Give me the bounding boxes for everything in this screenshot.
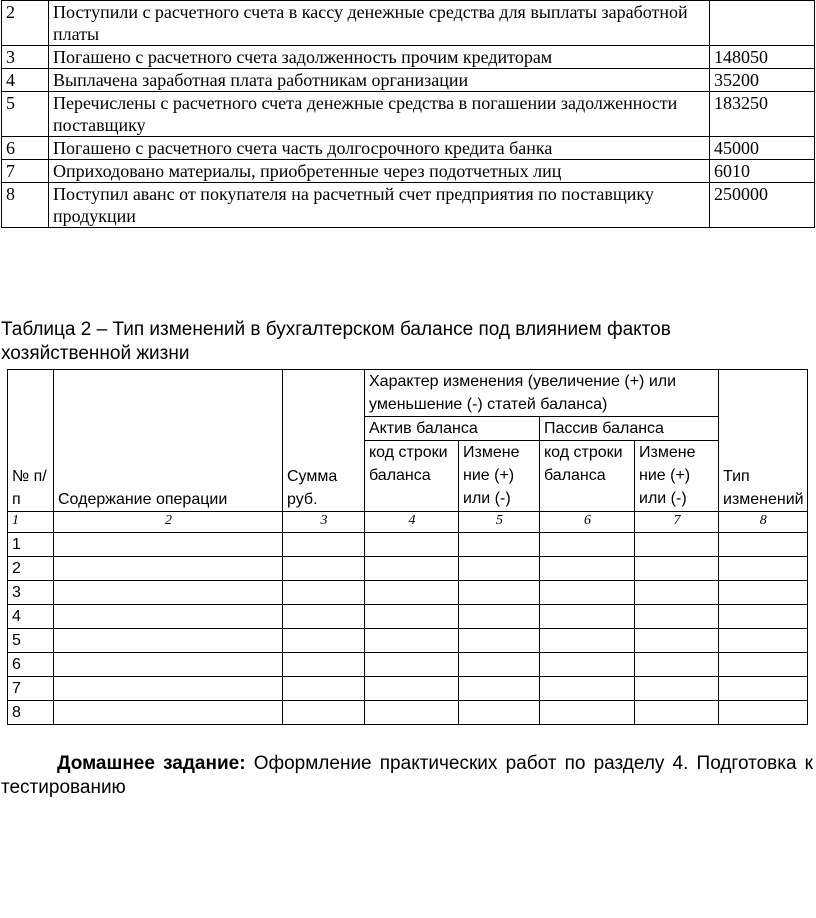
empty-cell [365,533,459,557]
header-type: Тип изменений [719,370,808,512]
empty-cell [54,677,283,701]
operation-row [2,160,815,183]
header-asset: Актив баланса [365,417,540,441]
empty-cell [365,677,459,701]
operation-row [2,92,815,137]
empty-cell [719,629,808,653]
operation-row [2,46,815,69]
operation-number: 3 [2,46,49,69]
header-liability: Пассив баланса [540,417,719,441]
empty-cell [540,653,635,677]
empty-cell [283,653,365,677]
empty-cell [459,629,540,653]
homework-label: Домашнее задание: [57,753,246,774]
empty-cell [283,557,365,581]
operation-description: Выплачена заработная плата работникам организации [49,69,710,92]
empty-cell [635,677,719,701]
empty-cell [719,605,808,629]
table-row [8,677,808,701]
operation-row [2,137,815,160]
table-row [8,653,808,677]
row-number: 6 [8,653,54,677]
operation-number: 8 [2,183,49,228]
table-row [8,533,808,557]
empty-cell [283,581,365,605]
header-asset-code: код строки баланса [365,441,459,512]
empty-cell [719,677,808,701]
empty-cell [54,581,283,605]
empty-cell [635,557,719,581]
operation-amount: 250000 [710,183,815,228]
operation-number: 4 [2,69,49,92]
operation-number: 2 [2,1,49,46]
empty-cell [365,629,459,653]
operation-row [2,1,815,46]
empty-cell [635,629,719,653]
row-number: 5 [8,629,54,653]
empty-cell [459,677,540,701]
operation-description: Поступил аванс от покупателя на расчетный счет предприятия по поставщику продукции [49,183,710,228]
empty-cell [719,653,808,677]
operation-row [2,183,815,228]
row-number: 4 [8,605,54,629]
empty-cell [540,677,635,701]
empty-cell [459,557,540,581]
empty-cell [54,605,283,629]
row-number: 2 [8,557,54,581]
header-character: Характер изменения (увеличение (+) или уменьшение (-) статей баланса) [365,370,719,417]
operation-description: Перечислены с расчетного счета денежные средства в погашении задолженности поставщику [49,92,710,137]
operation-number: 6 [2,137,49,160]
empty-cell [54,533,283,557]
operation-amount: 45000 [710,137,815,160]
operation-amount: 148050 [710,46,815,69]
empty-cell [635,653,719,677]
column-index: 4 [365,512,459,533]
column-index: 1 [8,512,54,533]
empty-cell [459,581,540,605]
empty-cell [635,581,719,605]
empty-cell [54,701,283,725]
row-number: 8 [8,701,54,725]
row-number: 7 [8,677,54,701]
operation-amount [710,1,815,46]
table-row [8,581,808,605]
column-index: 8 [719,512,808,533]
empty-cell [283,605,365,629]
empty-cell [283,677,365,701]
empty-cell [54,653,283,677]
operation-description: Погашено с расчетного счета задолженность прочим кредиторам [49,46,710,69]
empty-cell [635,701,719,725]
empty-cell [540,557,635,581]
empty-cell [283,629,365,653]
operations-table [1,0,815,228]
empty-cell [54,629,283,653]
empty-cell [459,605,540,629]
empty-cell [283,533,365,557]
operation-amount: 6010 [710,160,815,183]
empty-cell [365,557,459,581]
homework-text: Оформление практических работ по разделу 4. Подготовка к тестированию [1,753,813,798]
table-row [8,701,808,725]
empty-cell [540,581,635,605]
table2-caption: Таблица 2 – Тип изменений в бухгалтерском балансе под влиянием фактов хозяйственной жизни [1,319,671,364]
table-row [8,605,808,629]
column-index: 2 [54,512,283,533]
column-index: 7 [635,512,719,533]
header-content: Содержание операции [54,370,283,512]
empty-cell [540,533,635,557]
operation-description: Поступили с расчетного счета в кассу денежные средства для выплаты заработной платы [49,1,710,46]
empty-cell [719,701,808,725]
header-sum: Сумма руб. [283,370,365,512]
empty-cell [540,629,635,653]
header-num: № п/п [8,370,54,512]
empty-cell [365,653,459,677]
empty-cell [719,557,808,581]
empty-cell [635,533,719,557]
empty-cell [54,557,283,581]
operation-amount: 183250 [710,92,815,137]
homework-paragraph [1,752,813,800]
empty-cell [635,605,719,629]
empty-cell [365,605,459,629]
empty-cell [283,701,365,725]
column-index: 6 [540,512,635,533]
empty-cell [365,581,459,605]
column-index: 3 [283,512,365,533]
operation-number: 7 [2,160,49,183]
operation-row [2,69,815,92]
operation-amount: 35200 [710,69,815,92]
empty-cell [540,701,635,725]
empty-cell [459,533,540,557]
header-liability-code: код строки баланса [540,441,635,512]
operation-description: Оприходовано материалы, приобретенные через подотчетных лиц [49,160,710,183]
operation-number: 5 [2,92,49,137]
empty-cell [365,701,459,725]
table-row [8,557,808,581]
row-number: 3 [8,581,54,605]
column-index-row [8,512,808,533]
table-row [8,629,808,653]
empty-cell [459,653,540,677]
empty-cell [719,581,808,605]
header-liability-change: Измене ние (+) или (-) [635,441,719,512]
column-index: 5 [459,512,540,533]
empty-cell [719,533,808,557]
header-asset-change: Измене ние (+) или (-) [459,441,540,512]
row-number: 1 [8,533,54,557]
empty-cell [459,701,540,725]
empty-cell [540,605,635,629]
operation-description: Погашено с расчетного счета часть долгосрочного кредита банка [49,137,710,160]
balance-change-table [7,369,808,725]
